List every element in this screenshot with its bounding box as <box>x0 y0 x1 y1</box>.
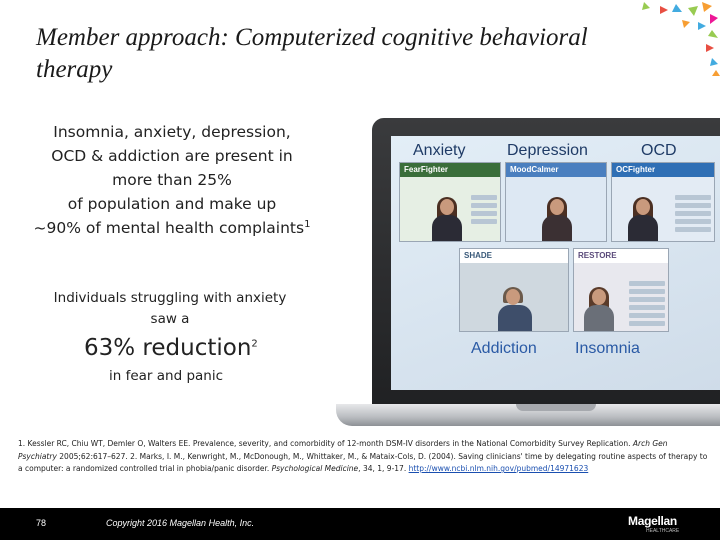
shade-screenshot <box>459 248 569 332</box>
footnote-ref-1: 1 <box>304 218 311 230</box>
footnote-ref-2: 2 <box>251 338 258 350</box>
prevalence-line-2: OCD & addiction are present in <box>51 147 293 165</box>
reduction-statement <box>36 288 304 387</box>
reduction-highlight <box>36 330 304 366</box>
label-anxiety: Anxiety <box>413 142 466 159</box>
label-ocd: OCD <box>641 142 677 159</box>
reference-text-3: , 34, 1, 9-17. <box>358 464 409 473</box>
presenter-image <box>626 197 660 241</box>
presenter-image <box>582 287 616 331</box>
reduction-line-2: saw a <box>150 311 190 327</box>
prevalence-line-4: of population and make up <box>67 195 277 213</box>
presenter-image <box>540 197 574 241</box>
slide-title: Member approach: Computerized cognitive behavioral therapy <box>36 24 588 83</box>
label-addiction: Addiction <box>471 340 537 357</box>
moodcalmer-app-name: MoodCalmer <box>506 163 606 177</box>
restore-screenshot <box>573 248 669 332</box>
reference-journal-2: Psychological Medicine <box>271 464 359 473</box>
prevalence-line-3: more than 25% <box>112 171 232 189</box>
magellan-logo-subtitle: HEALTHCARE <box>646 528 680 534</box>
laptop-illustration <box>336 112 720 432</box>
laptop-base-notch <box>516 404 596 411</box>
presenter-image <box>430 197 464 241</box>
label-depression: Depression <box>507 142 588 159</box>
prevalence-statement <box>22 120 322 240</box>
prevalence-line-1: Insomnia, anxiety, depression, <box>53 123 291 141</box>
reduction-highlight-text: 63% reduction <box>84 335 252 361</box>
footer-bar <box>0 508 720 540</box>
reference-journal-1: Arch Gen Psychiatry <box>18 439 668 461</box>
reference-link[interactable]: http://www.ncbi.nlm.nih.gov/pubmed/14971623 <box>408 464 589 473</box>
reference-text-2: 2005;62:617–627. 2. Marks, I. M., Kenwright, M., McDonough, M., Whittaker, M., & Mataix-Cols, D. (2004). Saving clinicians' time by delegating routine aspects of therapy to a computer: a randomized controlled trial in phobia/panic disorder. <box>18 451 708 473</box>
moodcalmer-screenshot <box>505 162 607 242</box>
prevalence-line-5 <box>22 216 322 240</box>
ocfighter-app-name: OCFighter <box>612 163 714 177</box>
reference-text-1: 1. Kessler RC, Chiu WT, Demler O, Walters EE. Prevalence, severity, and comorbidity of 12-month DSM-IV disorders in the National Comorbidity Survey Replication. <box>18 439 633 448</box>
label-insomnia: Insomnia <box>575 340 640 357</box>
magellan-logo: Magellan <box>628 514 677 528</box>
fearfighter-app-name: FearFighter <box>400 163 500 177</box>
laptop-screen <box>391 136 720 390</box>
copyright: Copyright 2016 Magellan Health, Inc. <box>106 518 255 528</box>
fearfighter-screenshot <box>399 162 501 242</box>
shade-app-name: SHADE <box>460 249 568 263</box>
references <box>18 438 708 476</box>
restore-app-name: RESTORE <box>574 249 668 263</box>
presenter-image <box>496 287 534 331</box>
page-number: 78 <box>36 518 47 528</box>
prevalence-line-5-text: ~90% of mental health complaints <box>33 219 305 237</box>
ocfighter-screenshot <box>611 162 715 242</box>
reduction-line-3: in fear and panic <box>109 368 224 384</box>
reduction-line-1: Individuals struggling with anxiety <box>53 290 287 306</box>
